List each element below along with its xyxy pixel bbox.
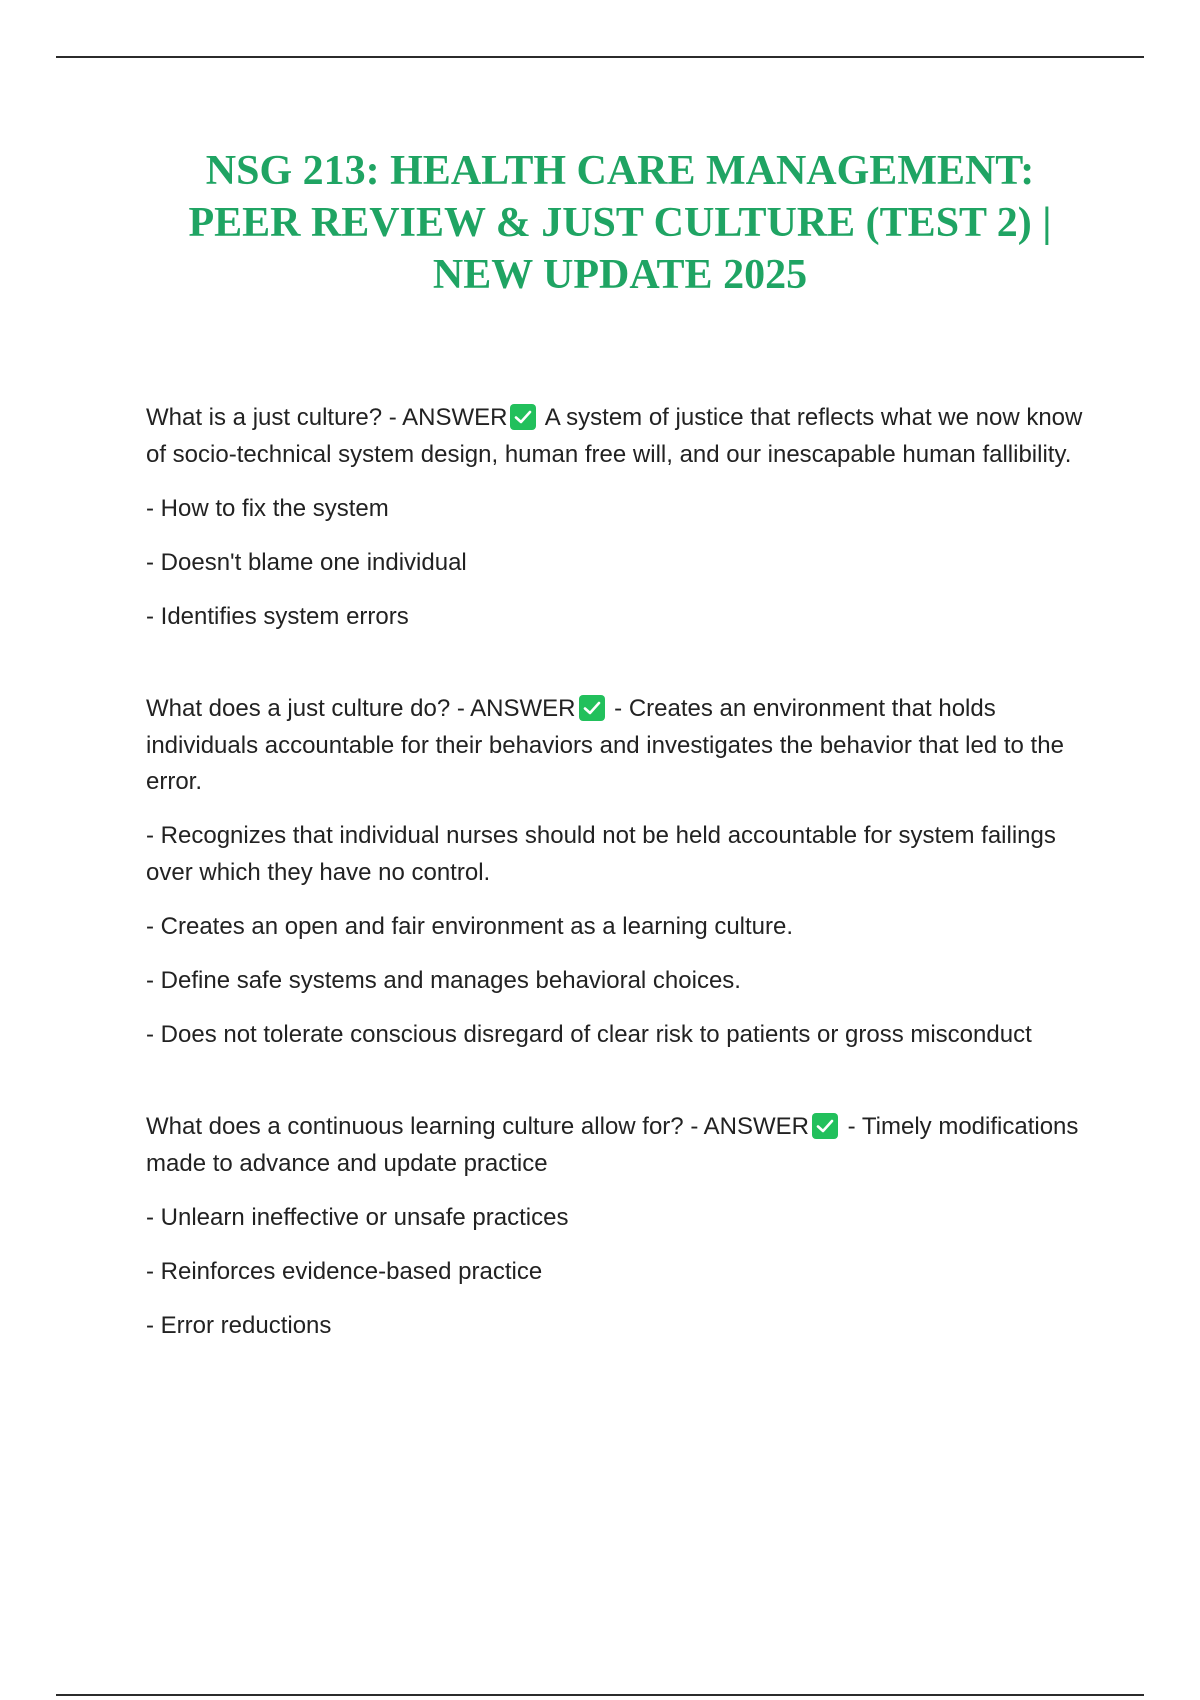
bottom-divider: [56, 1694, 1144, 1696]
top-divider: [56, 56, 1144, 58]
answer-text: - Creates an environment that holds individuals accountable for their behaviors and investigates the behavior that led to the error.: [146, 695, 1064, 795]
answer-bullet: - Reinforces evidence-based practice: [146, 1257, 543, 1285]
answer-bullet: - Doesn't blame one individual: [146, 548, 467, 576]
title-line: PEER REVIEW & JUST CULTURE (TEST 2) |: [188, 200, 1052, 246]
question-text: What is a just culture? - ANSWER: [146, 404, 508, 431]
answer-text: A system of justice that reflects what we now know of socio-technical system design, human free will, and our inescapable human fallibility.: [146, 404, 1083, 468]
answer-bullet: - Unlearn ineffective or unsafe practices: [146, 1203, 569, 1231]
qa-item: [146, 691, 1096, 1053]
question-text: What does a just culture do? - ANSWER: [146, 695, 576, 722]
answer-bullet: - Creates an open and fair environment as a learning culture.: [146, 912, 794, 940]
check-mark-icon: [812, 1113, 838, 1139]
title-line: NEW UPDATE 2025: [432, 252, 808, 298]
answer-bullet: - Does not tolerate conscious disregard of clear risk to patients or gross misconduct: [146, 1020, 1032, 1048]
answer-text: - Timely modifications made to advance and update practice: [146, 1113, 1079, 1177]
qa-question-paragraph: [146, 400, 1096, 473]
check-mark-icon: [510, 404, 536, 430]
title-line: NSG 213: HEALTH CARE MANAGEMENT:: [205, 148, 1035, 194]
answer-bullet: - Error reductions: [146, 1311, 332, 1339]
answer-bullet: - Identifies system errors: [146, 602, 409, 630]
qa-list: [146, 400, 1096, 1344]
qa-item: [146, 400, 1096, 635]
qa-question-paragraph: [146, 691, 1096, 801]
check-mark-icon: [579, 695, 605, 721]
qa-question-paragraph: [146, 1109, 1096, 1182]
qa-item: [146, 1109, 1096, 1344]
document-title: [100, 145, 1140, 301]
answer-bullet: - Recognizes that individual nurses should not be held accountable for system failings over which they have no control.: [146, 822, 1056, 886]
question-text: What does a continuous learning culture allow for? - ANSWER: [146, 1113, 809, 1140]
answer-bullet: - Define safe systems and manages behavioral choices.: [146, 966, 741, 994]
answer-bullet: - How to fix the system: [146, 494, 389, 522]
